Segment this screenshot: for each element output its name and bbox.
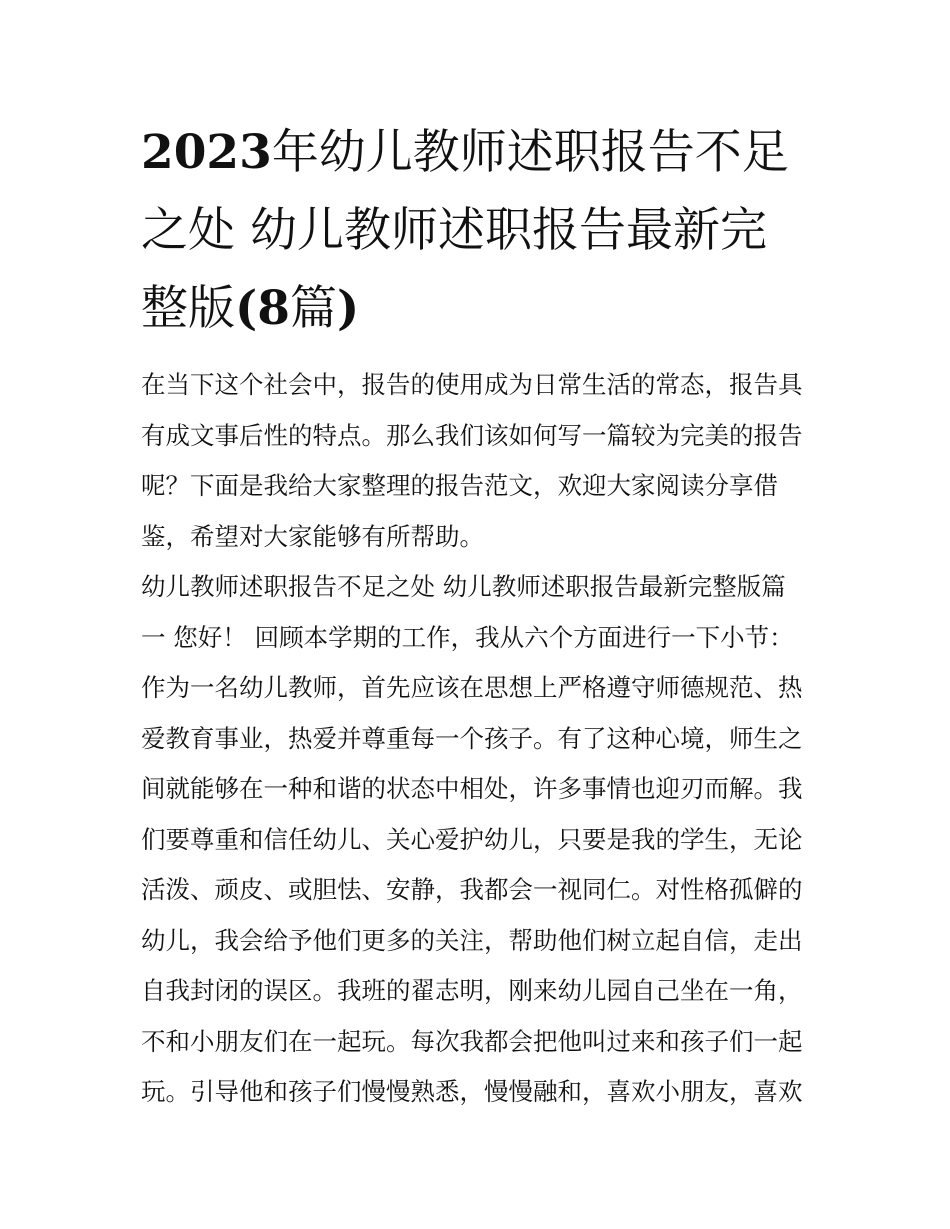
body-line: 不和小朋友们在一起玩。每次我都会把他叫过来和孩子们一起 [141, 1026, 803, 1056]
body-line: 活泼、顽皮、或胆怯、安静，我都会一视同仁。对性格孤僻的 [141, 875, 803, 904]
body-line: 一 您好！ 回顾本学期的工作，我从六个方面进行一下小节： [141, 622, 794, 652]
body-line: 们要尊重和信任幼儿、关心爱护幼儿，只要是我的学生，无论 [141, 824, 803, 854]
title-line-1 [141, 114, 821, 192]
body-line: 爱教育事业，热爱并尊重每一个孩子。有了这种心境，师生之 [141, 723, 803, 753]
body-line: 有成文事后性的特点。那么我们该如何写一篇较为完美的报告 [141, 420, 803, 450]
body-line: 呢？下面是我给大家整理的报告范文，欢迎大家阅读分享借 [141, 471, 778, 500]
body-line: 在当下这个社会中，报告的使用成为日常生活的常态，报告具 [141, 370, 803, 399]
title-line-3-text: 整版 [141, 281, 235, 336]
body-line: 作为一名幼儿教师，首先应该在思想上严格遵守师德规范、热 [141, 673, 803, 702]
title-count-open: (8 [235, 281, 290, 336]
document-title [141, 114, 821, 348]
title-count-close: ) [336, 281, 360, 336]
body-line: 鉴，希望对大家能够有所帮助。 [141, 521, 484, 551]
body-line: 间就能够在一种和谐的状态中相处，许多事情也迎刃而解。我 [141, 774, 803, 803]
title-line-2 [141, 192, 821, 270]
body-line: 幼儿，我会给予他们更多的关注，帮助他们树立起自信，走出 [141, 925, 803, 955]
body-line: 玩。引导他和孩子们慢慢熟悉，慢慢融和，喜欢小朋友，喜欢 [141, 1077, 803, 1106]
title-count-unit: 篇 [289, 281, 337, 336]
title-line-3 [141, 270, 821, 348]
body-line: 幼儿教师述职报告不足之处 幼儿教师述职报告最新完整版篇 [141, 572, 786, 601]
title-line-1-text: 年幼儿教师述职报告不足 [271, 125, 789, 180]
body-line: 自我封闭的误区。我班的翟志明，刚来幼儿园自己坐在一角， [141, 976, 803, 1005]
title-year: 2023 [141, 125, 272, 180]
document-body [141, 360, 821, 1118]
title-line-2-text: 之处 幼儿教师述职报告最新完 [141, 203, 767, 258]
